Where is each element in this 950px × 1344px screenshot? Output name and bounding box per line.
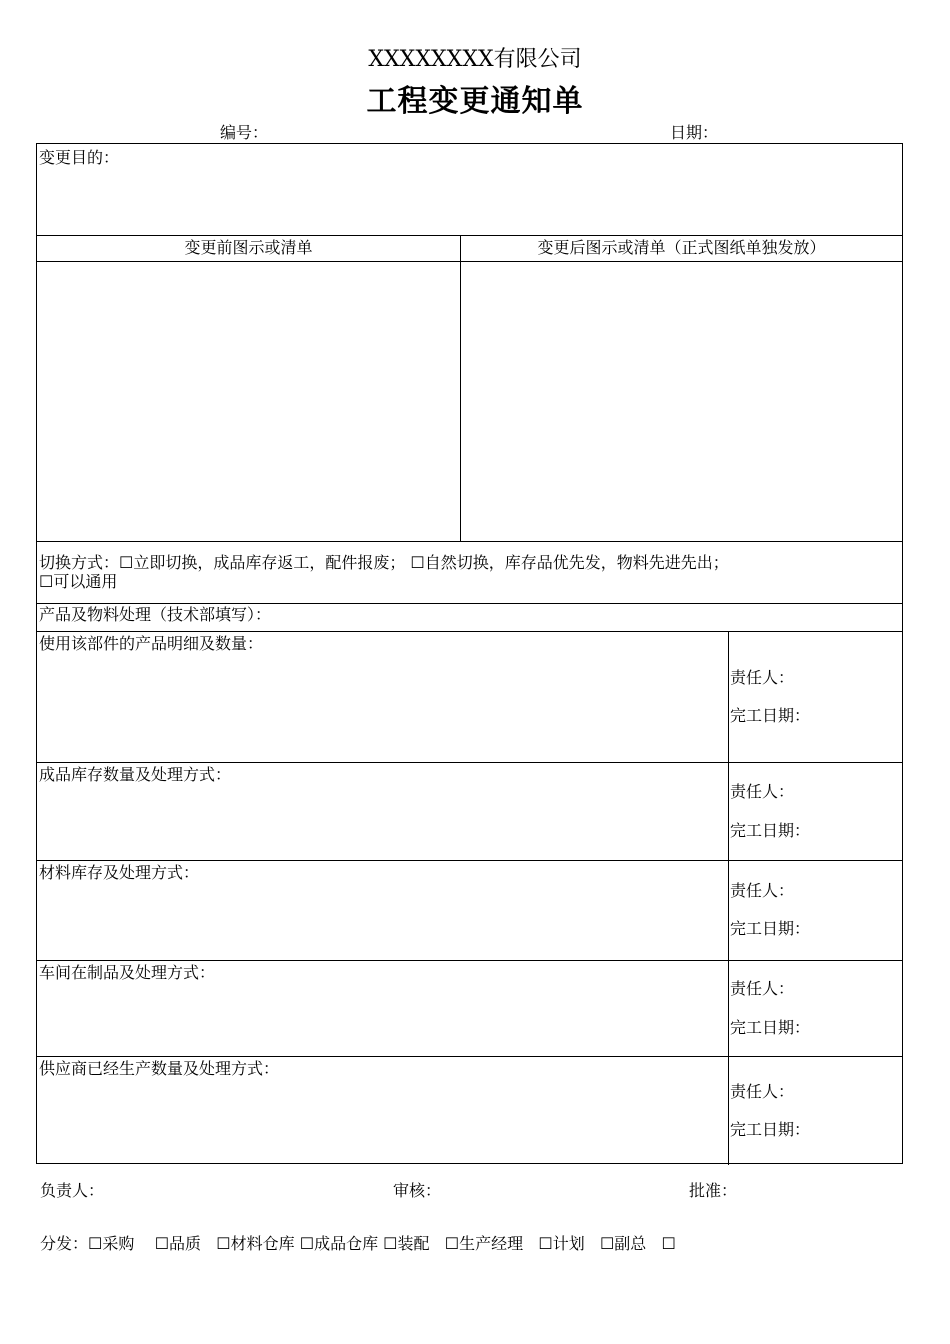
divider bbox=[37, 541, 902, 542]
switch-method-line2[interactable]: ☐可以通用 bbox=[39, 572, 118, 591]
switch-method-line1[interactable]: 切换方式：☐立即切换，成品库存返工，配件报废； ☐自然切换，库存品优先发，物料先进先出； bbox=[39, 553, 729, 572]
change-notice-form bbox=[36, 143, 903, 1164]
review-label: 审核： bbox=[393, 1181, 442, 1200]
owner-label: 责任人： bbox=[730, 979, 795, 998]
company-name: XXXXXXXX有限公司 bbox=[368, 47, 582, 72]
number-label: 编号： bbox=[220, 123, 269, 142]
divider bbox=[37, 762, 902, 763]
finish-date-label: 完工日期： bbox=[730, 1120, 811, 1139]
finish-date-label: 完工日期： bbox=[730, 706, 811, 725]
owner-label: 责任人： bbox=[730, 668, 795, 687]
divider bbox=[37, 603, 902, 604]
divider bbox=[37, 1056, 902, 1057]
owner-label: 责任人： bbox=[730, 782, 795, 801]
after-change-area[interactable] bbox=[461, 262, 902, 541]
section-label-product-detail: 使用该部件的产品明细及数量： bbox=[39, 634, 264, 653]
before-change-area[interactable] bbox=[37, 262, 460, 541]
divider bbox=[37, 860, 902, 861]
section-label-wip: 车间在制品及处理方式： bbox=[39, 963, 216, 982]
purpose-label: 变更目的： bbox=[39, 148, 120, 167]
after-change-label: 变更后图示或清单（正式图纸单独发放） bbox=[537, 238, 826, 257]
owner-label: 责任人： bbox=[730, 881, 795, 900]
finish-date-label: 完工日期： bbox=[730, 1018, 811, 1037]
responsible-label: 负责人： bbox=[40, 1181, 105, 1200]
divider bbox=[37, 960, 902, 961]
section-label-supplier-qty: 供应商已经生产数量及处理方式： bbox=[39, 1059, 280, 1078]
divider bbox=[37, 631, 902, 632]
section-label-finished-stock: 成品库存数量及处理方式： bbox=[39, 765, 232, 784]
date-label: 日期： bbox=[670, 123, 719, 142]
section-label-material-stock: 材料库存及处理方式： bbox=[39, 863, 200, 882]
owner-label: 责任人： bbox=[730, 1082, 795, 1101]
form-title: 工程变更通知单 bbox=[366, 84, 584, 119]
divider bbox=[37, 235, 902, 236]
column-divider bbox=[728, 631, 729, 1165]
distribution-checklist[interactable]: 分发：☐采购 ☐品质 ☐材料仓库 ☐成品仓库 ☐装配 ☐生产经理 ☐计划 ☐副总 ☐ bbox=[40, 1234, 676, 1253]
finish-date-label: 完工日期： bbox=[730, 919, 811, 938]
handling-label: 产品及物料处理（技术部填写）： bbox=[39, 605, 272, 624]
before-change-label: 变更前图示或清单 bbox=[184, 238, 313, 257]
finish-date-label: 完工日期： bbox=[730, 821, 811, 840]
approve-label: 批准： bbox=[689, 1181, 738, 1200]
